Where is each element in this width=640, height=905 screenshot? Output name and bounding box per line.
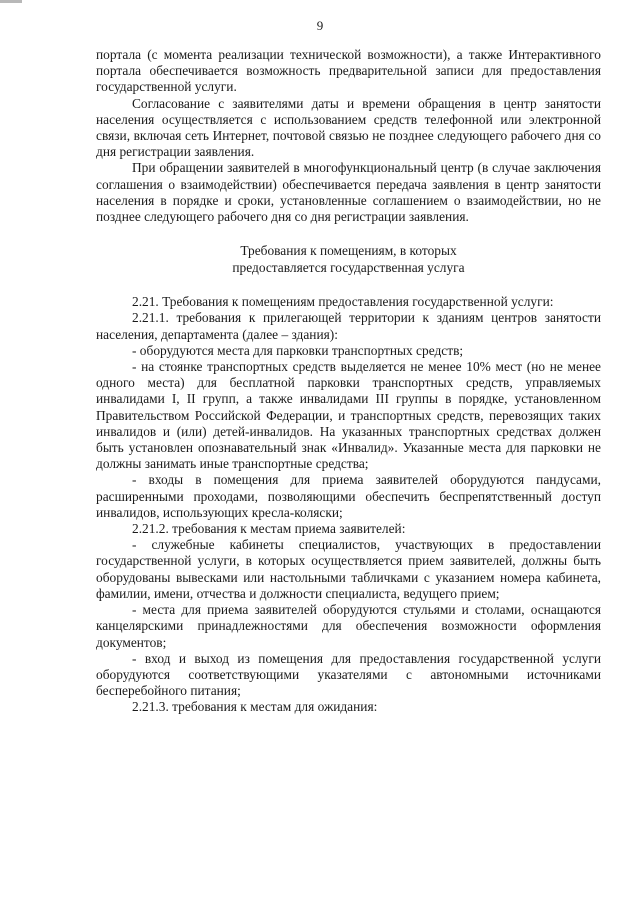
paragraph-2-21-2: 2.21.2. требования к местам приема заявителей: xyxy=(132,521,406,537)
paragraph-mfc-transfer: При обращении заявителей в многофункциональный центр (в случае заключения соглашения о взаимодействии) обеспечивается передача заявления в центр занятости населения в порядке и сроки, установленные соглашением о взаимодействии, но не позднее следующего рабочего дня со дня регистрации заявления. xyxy=(96,160,601,225)
paragraph-parking-places: - оборудуются места для парковки транспортных средств; xyxy=(132,342,464,358)
paragraph-2-21-3: 2.21.3. требования к местам для ожидания: xyxy=(132,699,378,715)
paragraph-reception-places: - места для приема заявителей оборудуются стульями и столами, оснащаются канцелярскими принадлежностями для обеспечения возможности оформления документов; xyxy=(96,602,601,650)
section-heading-line-2: предоставляется государственная услуга xyxy=(232,259,465,275)
paragraph-portal-booking: портала (с момента реализации технической возможности), а также Интерактивного портала обеспечивается возможность предварительной записи для предоставления государственной услуги. xyxy=(96,47,601,95)
paragraph-entrances: - входы в помещения для приема заявителей оборудуются пандусами, расширенными проходами, позволяющими обеспечить беспрепятственный доступ инвалидов, использующих кресла-коляски; xyxy=(96,472,601,520)
paragraph-parking-disabled: - на стоянке транспортных средств выделяется не менее 10% мест (но не менее одного места) для бесплатной парковки транспортных средств, управляемых инвалидами I, II групп, а также инвалидами III группы в порядке, установленном Правительством Российской Федерации, и транспортных средств, перевозящих таких инвалидов и (или) детей-инвалидов. На указанных транспортных средствах должен быть установлен опознавательный знак «Инвалид». Указанные места для парковки не должны занимать иные транспортные средства; xyxy=(96,359,601,472)
paragraph-date-agreement: Согласование с заявителями даты и времени обращения в центр занятости населения осуществляется с использованием средств телефонной или электронной связи, включая сеть Интернет, почтовой связью не позднее следующего рабочего дня со дня регистрации заявления. xyxy=(96,95,601,160)
paragraph-entry-exit: - вход и выход из помещения для предоставления государственной услуги оборудуются соответствующими указателями с автономными источниками бесперебойного питания; xyxy=(96,650,601,699)
scan-corner-mark xyxy=(0,0,22,3)
document-body xyxy=(96,47,601,716)
page-number: 9 xyxy=(316,18,324,33)
paragraph-2-21-1: 2.21.1. требования к прилегающей территории к зданиям центров занятости населения, департамента (далее – здания): xyxy=(96,310,601,342)
section-heading xyxy=(96,243,601,276)
paragraph-2-21: 2.21. Требования к помещениям предоставления государственной услуги: xyxy=(132,294,554,310)
paragraph-offices: - служебные кабинеты специалистов, участвующих в предоставлении государственной услуги, в которых осуществляется прием заявителей, должны быть оборудованы вывесками или настольными табличками с указанием номера кабинета, фамилии, имени, отчества и должности специалиста, ведущего прием; xyxy=(96,537,601,601)
section-heading-line-1: Требования к помещениям, в которых xyxy=(240,243,457,259)
